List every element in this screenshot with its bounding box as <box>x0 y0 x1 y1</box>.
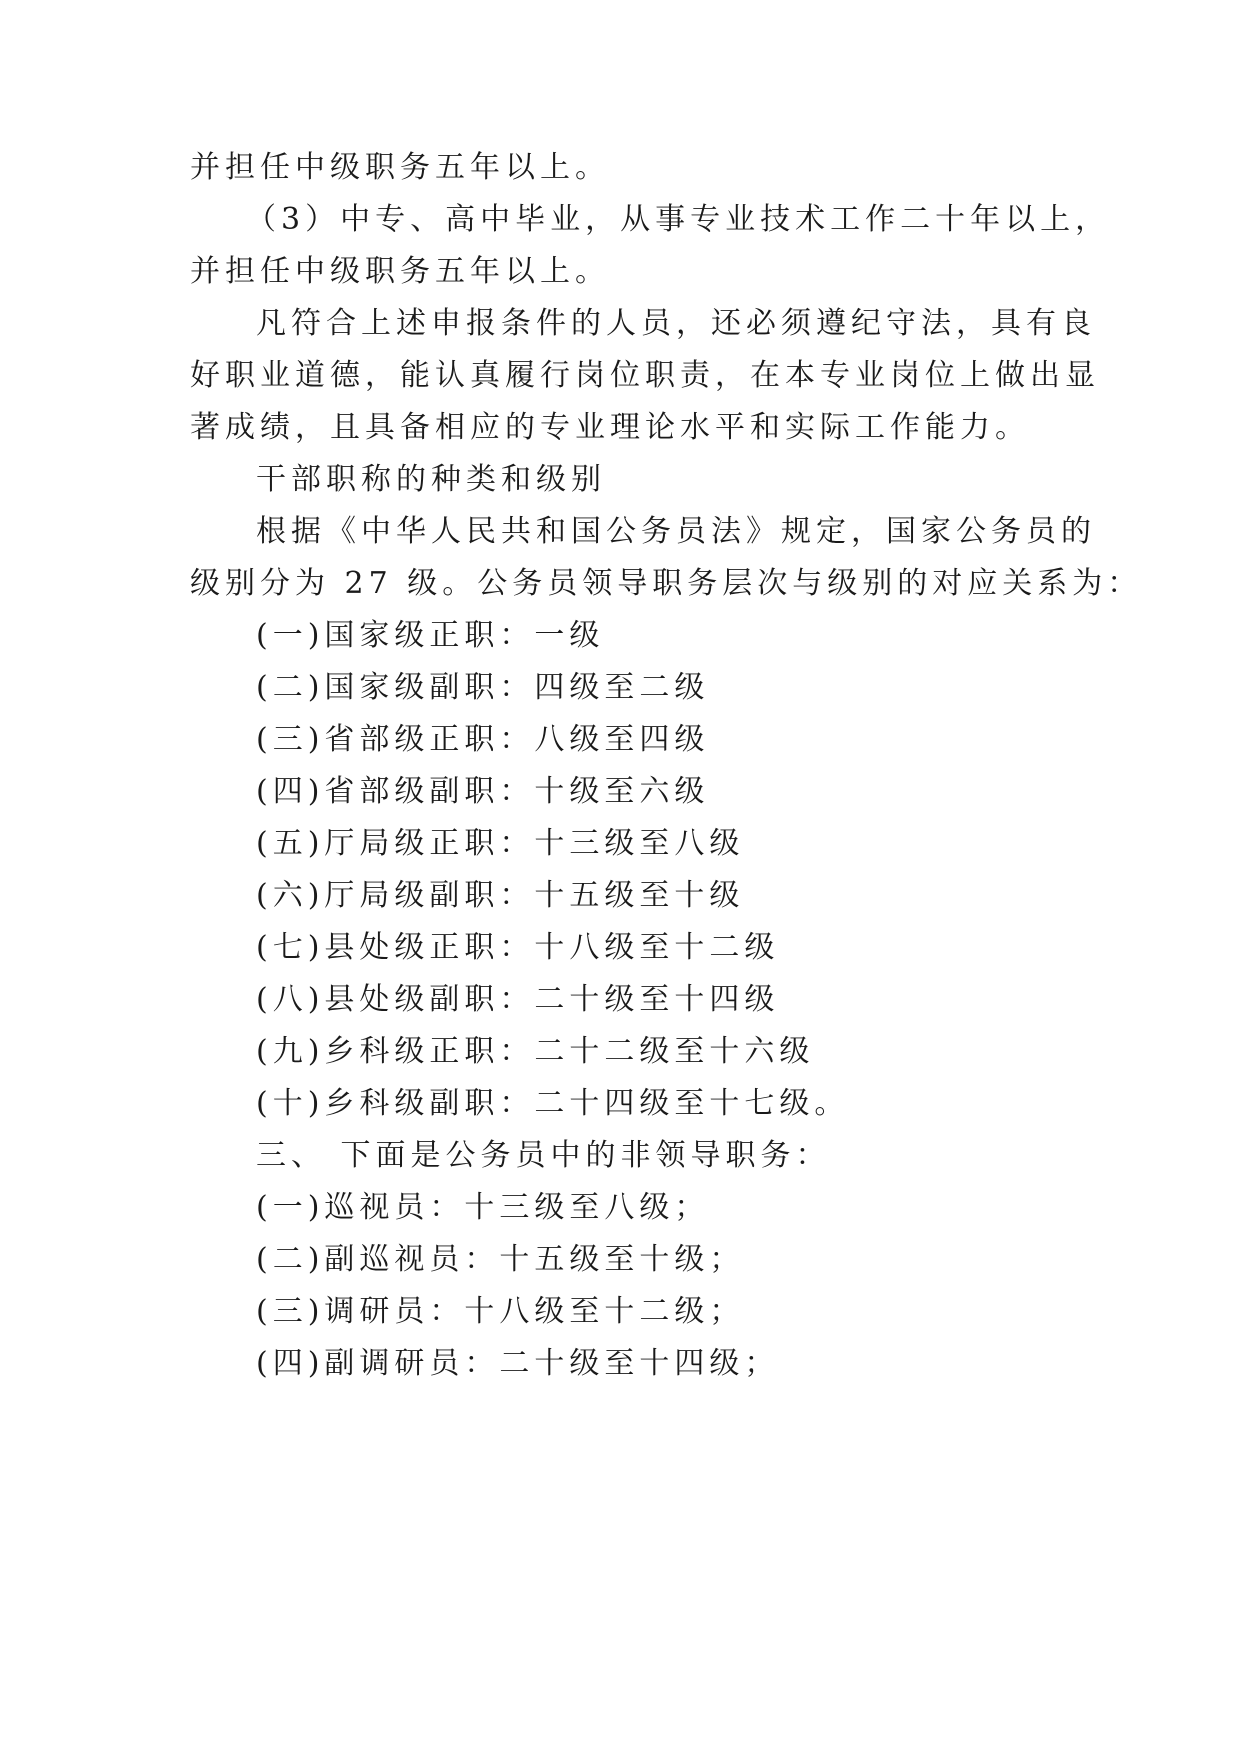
text-line: 著成绩，且具备相应的专业理论水平和实际工作能力。 <box>190 410 1030 445</box>
list-item: (三)调研员：十八级至十二级； <box>256 1294 745 1329</box>
list-item: (一)国家级正职：一级 <box>256 618 605 653</box>
text-line: 好职业道德，能认真履行岗位职责，在本专业岗位上做出显 <box>190 358 1100 393</box>
list-item: (二)副巡视员：十五级至十级； <box>256 1242 745 1277</box>
list-item: (二)国家级副职：四级至二级 <box>256 670 710 705</box>
text-line: （3）中专、高中毕业，从事专业技术工作二十年以上， <box>246 202 1111 237</box>
text-line: 根据《中华人民共和国公务员法》规定，国家公务员的 <box>256 514 1096 549</box>
list-item: (八)县处级副职：二十级至十四级 <box>256 982 780 1017</box>
list-item: (十)乡科级副职：二十四级至十七级。 <box>256 1086 850 1121</box>
list-item: (五)厅局级正职：十三级至八级 <box>256 826 745 861</box>
list-item: (七)县处级正职：十八级至十二级 <box>256 930 780 965</box>
text-line: 级别分为 27 级。公务员领导职务层次与级别的对应关系为： <box>190 566 1143 601</box>
list-item: (六)厅局级副职：十五级至十级 <box>256 878 745 913</box>
text-line: 并担任中级职务五年以上。 <box>190 150 610 185</box>
text-line: 并担任中级职务五年以上。 <box>190 254 610 289</box>
list-item: (一)巡视员：十三级至八级； <box>256 1190 710 1225</box>
list-item: (三)省部级正职：八级至四级 <box>256 722 710 757</box>
section-heading: 干部职称的种类和级别 <box>256 462 606 497</box>
list-item: (九)乡科级正职：二十二级至十六级 <box>256 1034 815 1069</box>
section-heading: 三、 下面是公务员中的非领导职务： <box>256 1138 831 1173</box>
text-line: 凡符合上述申报条件的人员，还必须遵纪守法，具有良 <box>256 306 1096 341</box>
list-item: (四)副调研员：二十级至十四级； <box>256 1346 780 1381</box>
list-item: (四)省部级副职：十级至六级 <box>256 774 710 809</box>
